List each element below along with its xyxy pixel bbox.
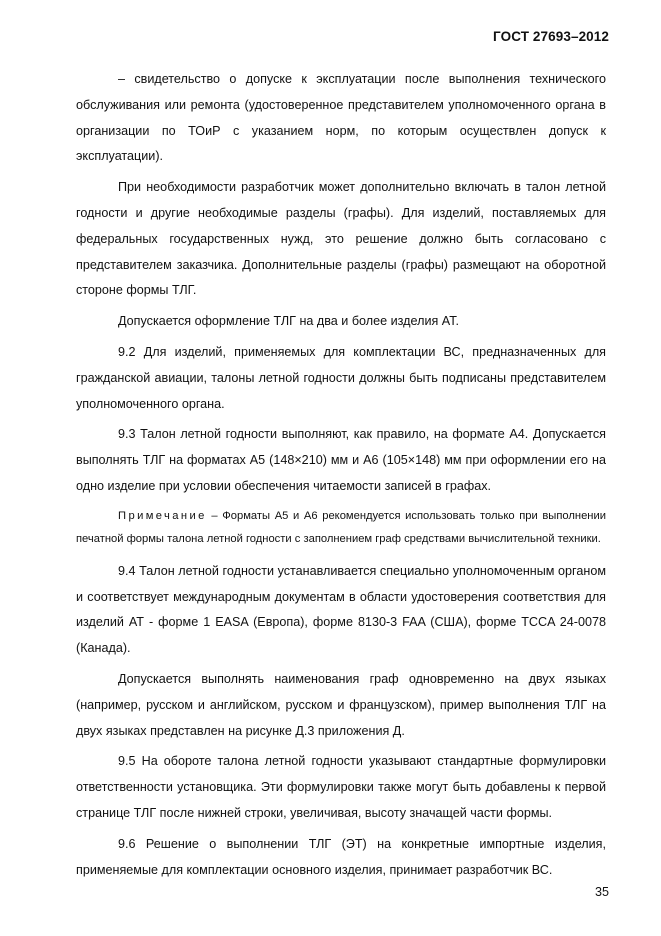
note-label: Примечание bbox=[118, 509, 207, 522]
note-text: – Форматы А5 и А6 рекомендуется использовать только при выполнении печатной формы талона летной годности с заполнением граф средствами вычислительной техники. bbox=[76, 509, 606, 545]
document-body bbox=[76, 67, 606, 888]
document-header-standard-id: ГОСТ 27693–2012 bbox=[493, 29, 609, 44]
paragraph-additional-sections: При необходимости разработчик может дополнительно включать в талон летной годности и другие необходимые разделы (графы). Для изделий, поставляемых для федеральных государственных нужд, это решение должно быть согласовано с представителем заказчика. Дополнительные разделы (графы) размещают на оборотной стороне формы ТЛГ. bbox=[76, 180, 606, 298]
paragraph-9-4: 9.4 Талон летной годности устанавливается специально уполномоченным органом и соответствует международным документам в области удостоверения соответствия для изделий АТ - форме 1 EASA (Европа), форме 8130-3 FAA (США), форме TCCA 24-0078 (Канада). bbox=[76, 563, 606, 656]
paragraph-multiple-items: Допускается оформление ТЛГ на два и более изделия АТ. bbox=[118, 314, 460, 329]
note-formats bbox=[76, 505, 606, 551]
paragraph-9-2: 9.2 Для изделий, применяемых для комплектации ВС, предназначенных для гражданской авиации, талоны летной годности должны быть подписаны представителем уполномоченного органа. bbox=[76, 344, 606, 411]
paragraph-9-3: 9.3 Талон летной годности выполняют, как правило, на формате А4. Допускается выполнять ТЛГ на форматах А5 (148×210) мм и А6 (105×148) мм при оформлении его на одно изделие при условии обеспечения читаемости записей в графах. bbox=[76, 427, 606, 493]
paragraph-9-5: 9.5 На обороте талона летной годности указывают стандартные формулировки ответственности установщика. Эти формулировки также могут быть добавлены к первой странице ТЛГ после нижней строки, увеличивая, высоту значащей части формы. bbox=[76, 754, 606, 820]
paragraph-9-6: 9.6 Решение о выполнении ТЛГ (ЭТ) на конкретные импортные изделия, применяемые для комплектации основного изделия, принимает разработчик ВС. bbox=[76, 836, 606, 877]
paragraph-bilingual-names: Допускается выполнять наименования граф одновременно на двух языках (например, русском и английском, русском и французском), пример выполнения ТЛГ на двух языках представлен на рисунке Д.3 приложения Д. bbox=[76, 671, 606, 738]
page-number: 35 bbox=[594, 885, 609, 899]
paragraph-certificate-item: – свидетельство о допуске к эксплуатации после выполнения технического обслуживания или ремонта (удостоверенное представителем уполномоченного органа в организации по ТОиР с указанием норм, по которым осуществлен допуск к эксплуатации). bbox=[76, 72, 606, 164]
